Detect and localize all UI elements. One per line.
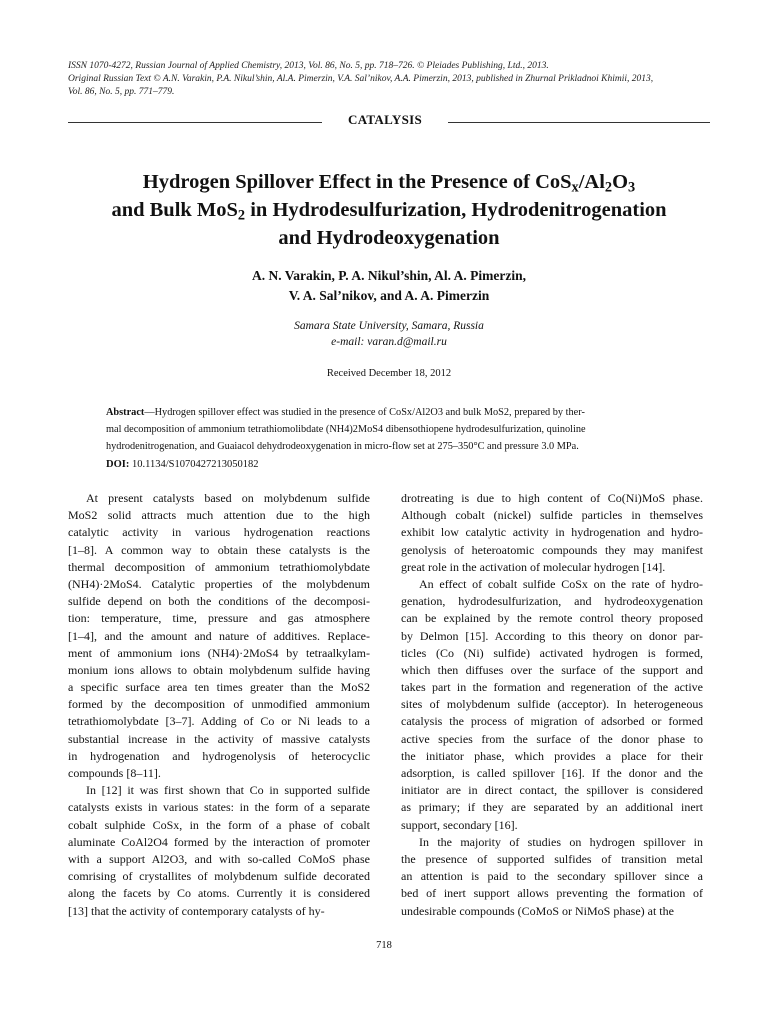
body-text-line: in hydrogenation and hydrogenolysis of heterocyclic [68, 748, 370, 763]
body-text-line: sites of molybdenum sulfide (acceptor). In heterogeneous [401, 697, 703, 712]
body-text-line: can be explained by the remote control theory proposed [401, 611, 703, 626]
authors-line: V. A. Sal’nikov, and A. A. Pimerzin [288, 288, 490, 303]
abstract-line [106, 404, 686, 421]
article-title [60, 168, 718, 252]
title-text: O [612, 171, 629, 193]
section-rule-right [448, 122, 710, 123]
body-text-line: In [12] it was first shown that Co in supported sulfide [86, 783, 370, 798]
journal-header [68, 60, 718, 99]
doi [106, 459, 258, 470]
body-text-line: [13] that the activity of contemporary catalysts of hy- [68, 903, 325, 918]
received-date: Received December 18, 2012 [326, 368, 452, 379]
body-text-line: sulfide depend on both the conditions of the decomposi- [68, 594, 370, 609]
abstract-text: —Hydrogen spillover effect was studied in the presence of CoSx/Al2O3 and bulk MoS2, prepared by ther- [144, 407, 585, 418]
title-text: in Hydrodesulfurization, Hydrodenitrogenation [245, 199, 667, 221]
header-line: Vol. 86, No. 5, pp. 771–779. [68, 87, 175, 97]
body-text-line: takes part in the formation and regeneration of the active [401, 680, 703, 695]
abstract-label: Abstract [106, 407, 145, 418]
abstract-line: hydrodenitrogenation, and Guaiacol dehydrodeoxygenation in micro-flow set at 275–350°C and pressure 3.0 MPa. [106, 441, 579, 452]
title-text: Hydrogen Spillover Effect in the Presence of CoS [142, 171, 572, 193]
title-line-1 [60, 168, 718, 196]
author-list [60, 266, 718, 306]
body-text-line: the initiator phase, which provides a place for their [401, 748, 703, 763]
authors-line: A. N. Varakin, P. A. Nikul’shin, Al. A. Pimerzin, [252, 268, 526, 283]
institution: Samara State University, Samara, Russia [294, 320, 484, 332]
body-text-line: an attention is paid to the secondary spillover since a [401, 869, 703, 884]
section-rule-left [68, 122, 322, 123]
body-column-right [401, 490, 703, 920]
body-text-line: drotreating is due to high content of Co(Ni)MoS phase. [401, 491, 703, 505]
body-text-line: aluminate CoAl2O4 formed by the interaction of promoter [68, 834, 370, 849]
email: e-mail: varan.d@mail.ru [331, 336, 447, 348]
abstract-line: mal decomposition of ammonium tetrathiomolibdate (NH4)2MoS4 dibensothiopene hydrodesulfurization, quinoline [106, 424, 586, 435]
body-text-line: along the facets by Co atoms. Currently it is considered [68, 886, 370, 901]
body-text-line: tion: temperature, time, pressure and gas atmosphere [68, 611, 370, 626]
title-line-2 [60, 196, 718, 224]
body-text-line: tetrathiomolybdate [3–7]. Adding of Co or Ni leads to a [68, 714, 370, 729]
doi-value[interactable]: 10.1134/S1070427213050182 [129, 459, 259, 470]
body-text-line: active species from the surface of the donor phase to [401, 731, 703, 746]
body-text-line: genolysis of heteroatomic compounds they may manifest [401, 542, 703, 557]
title-sub: x [571, 179, 579, 196]
affiliation [60, 318, 718, 350]
section-heading [68, 112, 710, 132]
body-text-line: genation, hydrodesulfurization, and hydrodeoxygenation [401, 594, 703, 609]
body-text-line: monium ions allows to obtain molybdenum sulfide having [68, 662, 370, 677]
body-text-line: (NH4)·2MoS4. Catalytic properties of the molybdenum [68, 576, 370, 591]
body-text-line: the presence of supported sulfides of transition metal [401, 851, 703, 866]
header-line: Original Russian Text © A.N. Varakin, P.A. Nikul’shin, Al.A. Pimerzin, V.A. Sal’nikov, A.A. Pimerzin, 2013, published in Zhurnal Prikladnoi Khimii, 2013, [68, 74, 654, 84]
body-text-line: [1–8]. A common way to obtain these catalysts is the [68, 542, 370, 557]
body-text-line: ment of ammonium ions (NH4)·2MoS4 by tetraalkylam- [68, 645, 370, 660]
section-label: CATALYSIS [348, 112, 422, 127]
body-text-line: bed of inert support allows preventing the formation of [401, 886, 703, 901]
body-text-line: exhibit low catalytic activity in hydrogenation and hydro- [401, 525, 703, 540]
body-text-line: as primary; if they are separated by an additional inert [401, 800, 703, 815]
body-text-line: substantial increase in the activity of massive catalysts [68, 731, 370, 746]
body-text-line: formed by the decomposition of unmodified ammonium [68, 697, 370, 712]
body-text-line: by Delmon [15]. According to this theory on donor par- [401, 628, 703, 643]
body-text-line: initiator are in direct contact, the spillover is considered [401, 783, 703, 798]
body-text-line: thermal decomposition of ammonium tetrathiomolybdate [68, 559, 370, 574]
body-text-line: MoS2 solid attracts much attention due to the high [68, 508, 370, 523]
doi-label: DOI: [106, 459, 130, 470]
body-text-line: compounds [8–11]. [68, 766, 161, 780]
body-text-line: In the majority of studies on hydrogen spillover in [419, 834, 703, 849]
title-sub: 2 [237, 207, 246, 224]
body-text-line: At present catalysts based on molybdenum sulfide [86, 491, 370, 505]
body-text-line: ticles (Co (Ni) sulfide) activated hydrogen is formed, [401, 645, 703, 660]
body-text-line: with a support Al2O3, and with so-called CoMoS phase [68, 851, 370, 866]
body-text-line: adsorption, is called spillover [16]. If the donor and the [401, 766, 703, 780]
header-line: ISSN 1070-4272, Russian Journal of Applied Chemistry, 2013, Vol. 86, No. 5, pp. 718–726. © Pleiades Publishing, Ltd., 2013. [68, 61, 549, 71]
body-text-line: An effect of cobalt sulfide CoSx on the rate of hydro- [419, 576, 703, 591]
body-text-line: undesirable compounds (CoMoS or NiMoS phase) at the [401, 903, 674, 918]
title-text: /Al [578, 171, 605, 193]
body-column-left [68, 490, 370, 920]
body-text-line: great role in the activation of molecular hydrogen [14]. [401, 559, 666, 574]
abstract [106, 404, 686, 455]
title-line-3: and Hydrodeoxygenation [278, 227, 500, 249]
body-text-line: a specific surface area ten times greater than the MoS2 [68, 680, 370, 695]
title-text: and Bulk MoS [111, 199, 238, 221]
body-text-line: which then diffuses over the surface of the support and [401, 662, 703, 677]
body-text-line: comrising of crystallites of molybdenum sulfide decorated [68, 869, 370, 884]
body-text-line: catalysts exists in various states: in the form of a separate [68, 800, 370, 815]
body-text-line: support, secondary [16]. [401, 817, 518, 832]
body-text-line: catalysis the process of migration of adsorbed or formed [401, 714, 703, 729]
body-text-line: catalytic activity in various hydrogenation reactions [68, 525, 370, 540]
body-text-line: cobalt sulphide CoSx, in the form of a phase of cobalt [68, 817, 370, 832]
title-sub: 3 [628, 179, 636, 196]
body-text-line: [1–4], and the amount and nature of additives. Replace- [68, 628, 370, 643]
body-text-line: Although cobalt (nickel) sulfide particles in themselves [401, 508, 703, 523]
page-number: 718 [376, 940, 392, 951]
title-sub: 2 [604, 179, 613, 196]
